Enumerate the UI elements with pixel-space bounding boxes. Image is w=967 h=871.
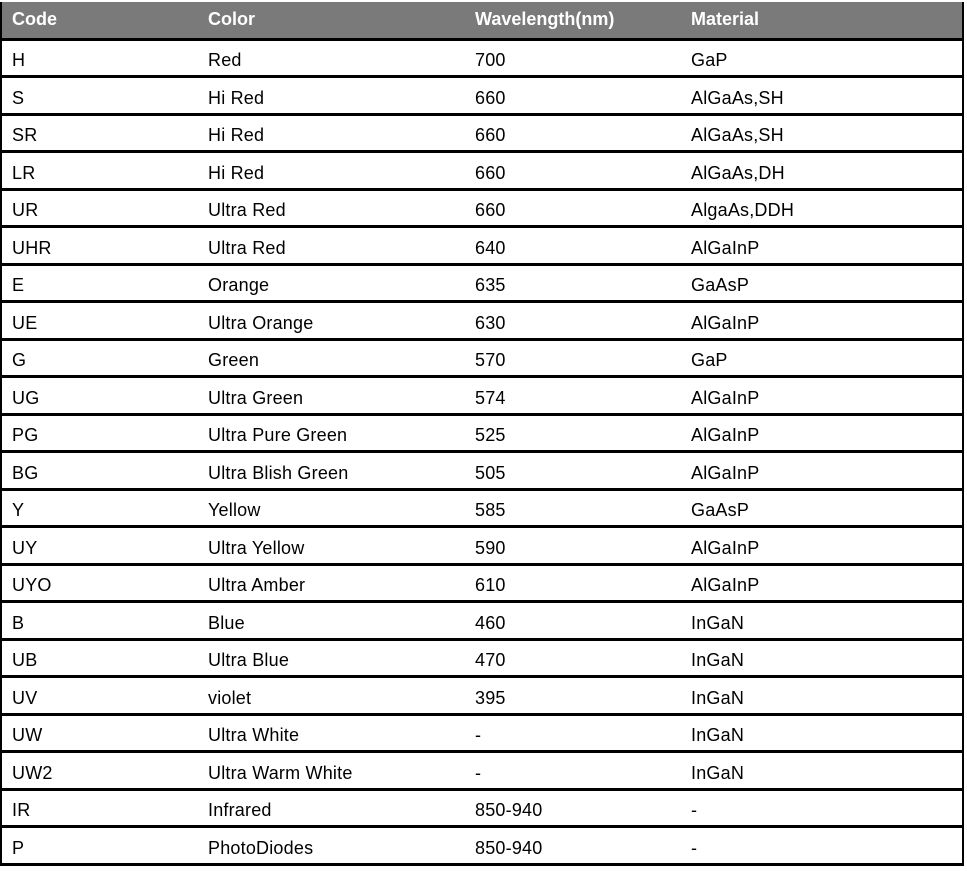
cell-material: AlGaInP bbox=[681, 227, 962, 265]
table-row bbox=[2, 189, 962, 227]
table-row bbox=[2, 827, 962, 865]
cell-code: S bbox=[2, 77, 198, 115]
cell-code: IR bbox=[2, 789, 198, 827]
cell-material: InGaN bbox=[681, 639, 962, 677]
cell-material: GaP bbox=[681, 39, 962, 77]
table-row bbox=[2, 564, 962, 602]
cell-color: Infrared bbox=[198, 789, 465, 827]
cell-material: GaAsP bbox=[681, 489, 962, 527]
table-row bbox=[2, 639, 962, 677]
cell-code: UY bbox=[2, 527, 198, 565]
table-row bbox=[2, 789, 962, 827]
cell-wavelength: - bbox=[465, 714, 681, 752]
cell-wavelength: 610 bbox=[465, 564, 681, 602]
cell-wavelength: 660 bbox=[465, 189, 681, 227]
cell-material: AlGaInP bbox=[681, 414, 962, 452]
cell-color: Ultra Red bbox=[198, 189, 465, 227]
cell-code: UR bbox=[2, 189, 198, 227]
cell-material: AlGaAs,DH bbox=[681, 152, 962, 190]
led-code-table-container bbox=[0, 2, 964, 866]
cell-wavelength: 700 bbox=[465, 39, 681, 77]
cell-material: AlGaAs,SH bbox=[681, 77, 962, 115]
table-row bbox=[2, 114, 962, 152]
cell-wavelength: 395 bbox=[465, 677, 681, 715]
table-row bbox=[2, 152, 962, 190]
cell-wavelength: 640 bbox=[465, 227, 681, 265]
cell-color: Blue bbox=[198, 602, 465, 640]
cell-material: AlGaInP bbox=[681, 452, 962, 490]
cell-code: UE bbox=[2, 302, 198, 340]
cell-material: AlGaInP bbox=[681, 377, 962, 415]
cell-material: AlGaAs,SH bbox=[681, 114, 962, 152]
cell-code: LR bbox=[2, 152, 198, 190]
cell-code: UB bbox=[2, 639, 198, 677]
cell-wavelength: 660 bbox=[465, 77, 681, 115]
table-row bbox=[2, 602, 962, 640]
cell-wavelength: 660 bbox=[465, 152, 681, 190]
cell-code: BG bbox=[2, 452, 198, 490]
table-row bbox=[2, 452, 962, 490]
cell-color: PhotoDiodes bbox=[198, 827, 465, 865]
cell-code: B bbox=[2, 602, 198, 640]
cell-color: Red bbox=[198, 39, 465, 77]
cell-material: InGaN bbox=[681, 602, 962, 640]
cell-code: SR bbox=[2, 114, 198, 152]
cell-color: Yellow bbox=[198, 489, 465, 527]
cell-code: UW bbox=[2, 714, 198, 752]
cell-material: GaAsP bbox=[681, 264, 962, 302]
cell-color: Ultra Orange bbox=[198, 302, 465, 340]
led-code-table bbox=[2, 2, 962, 866]
cell-color: Ultra Pure Green bbox=[198, 414, 465, 452]
cell-material: AlGaInP bbox=[681, 302, 962, 340]
cell-color: Hi Red bbox=[198, 114, 465, 152]
cell-wavelength: 585 bbox=[465, 489, 681, 527]
table-row bbox=[2, 77, 962, 115]
table-row bbox=[2, 414, 962, 452]
cell-wavelength: 630 bbox=[465, 302, 681, 340]
cell-color: Ultra White bbox=[198, 714, 465, 752]
cell-color: Green bbox=[198, 339, 465, 377]
cell-code: UW2 bbox=[2, 752, 198, 790]
cell-wavelength: 460 bbox=[465, 602, 681, 640]
header-color: Color bbox=[198, 2, 465, 39]
table-row bbox=[2, 227, 962, 265]
cell-color: violet bbox=[198, 677, 465, 715]
table-header bbox=[2, 2, 962, 39]
cell-wavelength: - bbox=[465, 752, 681, 790]
table-row bbox=[2, 527, 962, 565]
cell-color: Ultra Green bbox=[198, 377, 465, 415]
cell-code: H bbox=[2, 39, 198, 77]
cell-wavelength: 850-940 bbox=[465, 827, 681, 865]
cell-code: Y bbox=[2, 489, 198, 527]
table-row bbox=[2, 714, 962, 752]
header-row bbox=[2, 2, 962, 39]
cell-wavelength: 574 bbox=[465, 377, 681, 415]
table-row bbox=[2, 302, 962, 340]
header-wavelength: Wavelength(nm) bbox=[465, 2, 681, 39]
cell-code: G bbox=[2, 339, 198, 377]
cell-material: InGaN bbox=[681, 714, 962, 752]
cell-wavelength: 850-940 bbox=[465, 789, 681, 827]
cell-wavelength: 505 bbox=[465, 452, 681, 490]
cell-color: Ultra Blish Green bbox=[198, 452, 465, 490]
cell-wavelength: 590 bbox=[465, 527, 681, 565]
table-row bbox=[2, 489, 962, 527]
header-code: Code bbox=[2, 2, 198, 39]
table-row bbox=[2, 752, 962, 790]
cell-material: InGaN bbox=[681, 677, 962, 715]
cell-code: E bbox=[2, 264, 198, 302]
cell-code: UV bbox=[2, 677, 198, 715]
cell-material: GaP bbox=[681, 339, 962, 377]
table-row bbox=[2, 39, 962, 77]
cell-code: UYO bbox=[2, 564, 198, 602]
cell-color: Hi Red bbox=[198, 152, 465, 190]
cell-color: Ultra Amber bbox=[198, 564, 465, 602]
cell-material: InGaN bbox=[681, 752, 962, 790]
cell-code: P bbox=[2, 827, 198, 865]
cell-material: AlGaInP bbox=[681, 564, 962, 602]
cell-code: UHR bbox=[2, 227, 198, 265]
header-material: Material bbox=[681, 2, 962, 39]
cell-wavelength: 635 bbox=[465, 264, 681, 302]
cell-color: Hi Red bbox=[198, 77, 465, 115]
cell-color: Ultra Yellow bbox=[198, 527, 465, 565]
cell-material: - bbox=[681, 789, 962, 827]
cell-code: UG bbox=[2, 377, 198, 415]
cell-material: - bbox=[681, 827, 962, 865]
cell-color: Ultra Red bbox=[198, 227, 465, 265]
table-body bbox=[2, 39, 962, 864]
cell-color: Ultra Warm White bbox=[198, 752, 465, 790]
cell-material: AlGaInP bbox=[681, 527, 962, 565]
cell-wavelength: 525 bbox=[465, 414, 681, 452]
table-row bbox=[2, 339, 962, 377]
cell-code: PG bbox=[2, 414, 198, 452]
cell-wavelength: 470 bbox=[465, 639, 681, 677]
table-row bbox=[2, 377, 962, 415]
cell-color: Ultra Blue bbox=[198, 639, 465, 677]
table-row bbox=[2, 677, 962, 715]
cell-wavelength: 570 bbox=[465, 339, 681, 377]
cell-color: Orange bbox=[198, 264, 465, 302]
table-row bbox=[2, 264, 962, 302]
cell-wavelength: 660 bbox=[465, 114, 681, 152]
cell-material: AlgaAs,DDH bbox=[681, 189, 962, 227]
